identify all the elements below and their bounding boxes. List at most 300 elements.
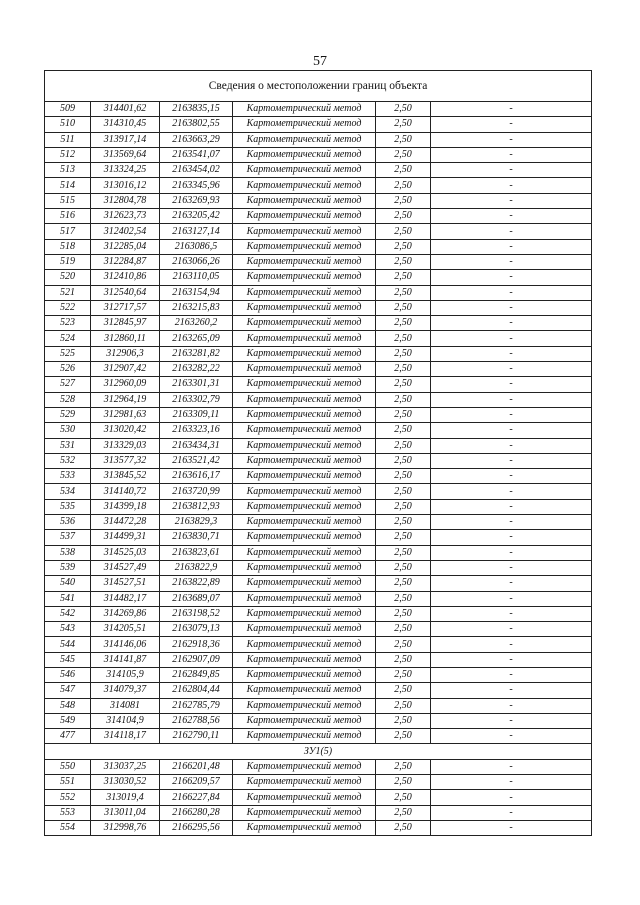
cell-point-number: 515 bbox=[45, 193, 91, 208]
cell-description: - bbox=[431, 346, 592, 361]
cell-point-number: 548 bbox=[45, 698, 91, 713]
cell-accuracy: 2,50 bbox=[376, 759, 431, 774]
table-row bbox=[45, 163, 592, 178]
cell-method: Картометрический метод bbox=[233, 209, 376, 224]
cell-point-number: 520 bbox=[45, 270, 91, 285]
table-title-row bbox=[45, 71, 592, 102]
cell-accuracy: 2,50 bbox=[376, 515, 431, 530]
cell-method: Картометрический метод bbox=[233, 239, 376, 254]
cell-point-number: 518 bbox=[45, 239, 91, 254]
cell-description: - bbox=[431, 224, 592, 239]
cell-coord-x: 312960,09 bbox=[91, 377, 160, 392]
cell-description: - bbox=[431, 667, 592, 682]
cell-coord-x: 312804,78 bbox=[91, 193, 160, 208]
cell-coord-y: 2163616,17 bbox=[160, 469, 233, 484]
cell-coord-y: 2163066,26 bbox=[160, 254, 233, 269]
cell-description: - bbox=[431, 790, 592, 805]
cell-coord-y: 2163309,11 bbox=[160, 407, 233, 422]
cell-description: - bbox=[431, 530, 592, 545]
cell-accuracy: 2,50 bbox=[376, 560, 431, 575]
cell-coord-y: 2163829,3 bbox=[160, 515, 233, 530]
cell-description: - bbox=[431, 316, 592, 331]
cell-point-number: 513 bbox=[45, 163, 91, 178]
cell-coord-y: 2163822,9 bbox=[160, 560, 233, 575]
cell-description: - bbox=[431, 820, 592, 835]
table-row bbox=[45, 683, 592, 698]
cell-coord-x: 312623,73 bbox=[91, 209, 160, 224]
cell-description: - bbox=[431, 300, 592, 315]
cell-method: Картометрический метод bbox=[233, 346, 376, 361]
cell-coord-y: 2163215,83 bbox=[160, 300, 233, 315]
cell-method: Картометрический метод bbox=[233, 270, 376, 285]
table-row bbox=[45, 805, 592, 820]
cell-accuracy: 2,50 bbox=[376, 652, 431, 667]
cell-point-number: 524 bbox=[45, 331, 91, 346]
cell-accuracy: 2,50 bbox=[376, 713, 431, 728]
cell-point-number: 534 bbox=[45, 484, 91, 499]
cell-point-number: 532 bbox=[45, 453, 91, 468]
cell-coord-y: 2163521,42 bbox=[160, 453, 233, 468]
cell-coord-x: 313016,12 bbox=[91, 178, 160, 193]
cell-accuracy: 2,50 bbox=[376, 102, 431, 117]
cell-description: - bbox=[431, 637, 592, 652]
cell-description: - bbox=[431, 775, 592, 790]
cell-coord-x: 314527,49 bbox=[91, 560, 160, 575]
cell-accuracy: 2,50 bbox=[376, 163, 431, 178]
cell-point-number: 516 bbox=[45, 209, 91, 224]
cell-point-number: 540 bbox=[45, 576, 91, 591]
cell-method: Картометрический метод bbox=[233, 178, 376, 193]
cell-coord-y: 2166280,28 bbox=[160, 805, 233, 820]
cell-point-number: 529 bbox=[45, 407, 91, 422]
cell-method: Картометрический метод bbox=[233, 698, 376, 713]
cell-accuracy: 2,50 bbox=[376, 331, 431, 346]
cell-point-number: 531 bbox=[45, 438, 91, 453]
cell-description: - bbox=[431, 362, 592, 377]
cell-accuracy: 2,50 bbox=[376, 300, 431, 315]
cell-description: - bbox=[431, 484, 592, 499]
cell-point-number: 510 bbox=[45, 117, 91, 132]
cell-method: Картометрический метод bbox=[233, 775, 376, 790]
table-row bbox=[45, 147, 592, 162]
cell-method: Картометрический метод bbox=[233, 102, 376, 117]
cell-accuracy: 2,50 bbox=[376, 346, 431, 361]
cell-coord-y: 2163812,93 bbox=[160, 499, 233, 514]
cell-coord-y: 2162790,11 bbox=[160, 729, 233, 744]
cell-coord-x: 313329,03 bbox=[91, 438, 160, 453]
cell-accuracy: 2,50 bbox=[376, 377, 431, 392]
cell-description: - bbox=[431, 193, 592, 208]
cell-coord-y: 2163269,93 bbox=[160, 193, 233, 208]
cell-point-number: 519 bbox=[45, 254, 91, 269]
cell-method: Картометрический метод bbox=[233, 438, 376, 453]
cell-point-number: 533 bbox=[45, 469, 91, 484]
cell-point-number: 552 bbox=[45, 790, 91, 805]
cell-point-number: 541 bbox=[45, 591, 91, 606]
cell-description: - bbox=[431, 515, 592, 530]
cell-coord-x: 314118,17 bbox=[91, 729, 160, 744]
table-row bbox=[45, 775, 592, 790]
cell-description: - bbox=[431, 239, 592, 254]
cell-accuracy: 2,50 bbox=[376, 193, 431, 208]
cell-method: Картометрический метод bbox=[233, 576, 376, 591]
cell-accuracy: 2,50 bbox=[376, 132, 431, 147]
cell-accuracy: 2,50 bbox=[376, 147, 431, 162]
cell-description: - bbox=[431, 132, 592, 147]
cell-coord-x: 312860,11 bbox=[91, 331, 160, 346]
cell-method: Картометрический метод bbox=[233, 193, 376, 208]
table-row bbox=[45, 667, 592, 682]
cell-coord-y: 2162918,36 bbox=[160, 637, 233, 652]
cell-coord-y: 2163198,52 bbox=[160, 606, 233, 621]
cell-description: - bbox=[431, 270, 592, 285]
table-row bbox=[45, 453, 592, 468]
cell-coord-x: 312906,3 bbox=[91, 346, 160, 361]
cell-point-number: 535 bbox=[45, 499, 91, 514]
cell-method: Картометрический метод bbox=[233, 637, 376, 652]
table-row bbox=[45, 102, 592, 117]
cell-description: - bbox=[431, 713, 592, 728]
cell-method: Картометрический метод bbox=[233, 499, 376, 514]
cell-method: Картометрический метод bbox=[233, 591, 376, 606]
cell-coord-y: 2163127,14 bbox=[160, 224, 233, 239]
cell-coord-x: 314399,18 bbox=[91, 499, 160, 514]
cell-method: Картометрический метод bbox=[233, 759, 376, 774]
table-row bbox=[45, 285, 592, 300]
cell-point-number: 554 bbox=[45, 820, 91, 835]
table-row bbox=[45, 193, 592, 208]
cell-method: Картометрический метод bbox=[233, 530, 376, 545]
table-row bbox=[45, 224, 592, 239]
cell-accuracy: 2,50 bbox=[376, 775, 431, 790]
table-row bbox=[45, 530, 592, 545]
cell-point-number: 546 bbox=[45, 667, 91, 682]
cell-method: Картометрический метод bbox=[233, 515, 376, 530]
cell-point-number: 539 bbox=[45, 560, 91, 575]
cell-accuracy: 2,50 bbox=[376, 453, 431, 468]
cell-coord-x: 314205,51 bbox=[91, 622, 160, 637]
cell-method: Картометрический метод bbox=[233, 377, 376, 392]
cell-coord-x: 314081 bbox=[91, 698, 160, 713]
cell-point-number: 521 bbox=[45, 285, 91, 300]
cell-accuracy: 2,50 bbox=[376, 805, 431, 820]
table-row bbox=[45, 132, 592, 147]
cell-coord-x: 312907,42 bbox=[91, 362, 160, 377]
cell-description: - bbox=[431, 469, 592, 484]
cell-point-number: 553 bbox=[45, 805, 91, 820]
cell-accuracy: 2,50 bbox=[376, 606, 431, 621]
cell-coord-x: 313845,52 bbox=[91, 469, 160, 484]
cell-coord-y: 2163345,96 bbox=[160, 178, 233, 193]
cell-coord-y: 2163434,31 bbox=[160, 438, 233, 453]
cell-coord-x: 312964,19 bbox=[91, 392, 160, 407]
table-row bbox=[45, 729, 592, 744]
cell-point-number: 551 bbox=[45, 775, 91, 790]
cell-accuracy: 2,50 bbox=[376, 576, 431, 591]
cell-method: Картометрический метод bbox=[233, 667, 376, 682]
cell-point-number: 545 bbox=[45, 652, 91, 667]
cell-method: Картометрический метод bbox=[233, 285, 376, 300]
cell-point-number: 517 bbox=[45, 224, 91, 239]
cell-accuracy: 2,50 bbox=[376, 484, 431, 499]
cell-method: Картометрический метод bbox=[233, 683, 376, 698]
cell-coord-x: 314105,9 bbox=[91, 667, 160, 682]
cell-coord-y: 2163301,31 bbox=[160, 377, 233, 392]
cell-coord-y: 2162785,79 bbox=[160, 698, 233, 713]
cell-method: Картометрический метод bbox=[233, 484, 376, 499]
cell-method: Картометрический метод bbox=[233, 453, 376, 468]
cell-accuracy: 2,50 bbox=[376, 224, 431, 239]
cell-coord-x: 313569,64 bbox=[91, 147, 160, 162]
cell-accuracy: 2,50 bbox=[376, 407, 431, 422]
cell-point-number: 512 bbox=[45, 147, 91, 162]
cell-coord-x: 312981,63 bbox=[91, 407, 160, 422]
cell-coord-y: 2163835,15 bbox=[160, 102, 233, 117]
cell-accuracy: 2,50 bbox=[376, 423, 431, 438]
cell-coord-y: 2163689,07 bbox=[160, 591, 233, 606]
cell-accuracy: 2,50 bbox=[376, 820, 431, 835]
cell-coord-x: 313030,52 bbox=[91, 775, 160, 790]
table-row bbox=[45, 499, 592, 514]
cell-point-number: 537 bbox=[45, 530, 91, 545]
cell-coord-x: 313324,25 bbox=[91, 163, 160, 178]
cell-point-number: 511 bbox=[45, 132, 91, 147]
cell-description: - bbox=[431, 407, 592, 422]
cell-coord-x: 312845,97 bbox=[91, 316, 160, 331]
cell-coord-x: 314401,62 bbox=[91, 102, 160, 117]
cell-point-number: 528 bbox=[45, 392, 91, 407]
cell-coord-y: 2163079,13 bbox=[160, 622, 233, 637]
cell-description: - bbox=[431, 331, 592, 346]
cell-description: - bbox=[431, 285, 592, 300]
cell-coord-y: 2162907,09 bbox=[160, 652, 233, 667]
table-row bbox=[45, 392, 592, 407]
cell-method: Картометрический метод bbox=[233, 729, 376, 744]
table-row bbox=[45, 362, 592, 377]
table-row bbox=[45, 438, 592, 453]
cell-coord-y: 2163265,09 bbox=[160, 331, 233, 346]
table-row bbox=[45, 270, 592, 285]
cell-coord-x: 314269,86 bbox=[91, 606, 160, 621]
cell-accuracy: 2,50 bbox=[376, 392, 431, 407]
cell-accuracy: 2,50 bbox=[376, 530, 431, 545]
cell-method: Картометрический метод bbox=[233, 224, 376, 239]
cell-description: - bbox=[431, 729, 592, 744]
cell-description: - bbox=[431, 698, 592, 713]
cell-description: - bbox=[431, 622, 592, 637]
cell-point-number: 547 bbox=[45, 683, 91, 698]
cell-accuracy: 2,50 bbox=[376, 362, 431, 377]
cell-coord-x: 313011,04 bbox=[91, 805, 160, 820]
cell-description: - bbox=[431, 576, 592, 591]
cell-coord-y: 2163541,07 bbox=[160, 147, 233, 162]
table-title: Сведения о местоположении границ объекта bbox=[45, 71, 592, 102]
cell-point-number: 514 bbox=[45, 178, 91, 193]
table-row bbox=[45, 820, 592, 835]
cell-description: - bbox=[431, 545, 592, 560]
cell-accuracy: 2,50 bbox=[376, 285, 431, 300]
cell-method: Картометрический метод bbox=[233, 117, 376, 132]
cell-point-number: 530 bbox=[45, 423, 91, 438]
cell-accuracy: 2,50 bbox=[376, 790, 431, 805]
table-row bbox=[45, 178, 592, 193]
cell-point-number: 536 bbox=[45, 515, 91, 530]
cell-description: - bbox=[431, 163, 592, 178]
cell-accuracy: 2,50 bbox=[376, 270, 431, 285]
table-row bbox=[45, 591, 592, 606]
cell-accuracy: 2,50 bbox=[376, 117, 431, 132]
cell-method: Картометрический метод bbox=[233, 163, 376, 178]
cell-description: - bbox=[431, 759, 592, 774]
section-label: ЗУ1(5) bbox=[45, 744, 592, 759]
cell-coord-x: 314310,45 bbox=[91, 117, 160, 132]
cell-coord-y: 2166209,57 bbox=[160, 775, 233, 790]
cell-accuracy: 2,50 bbox=[376, 637, 431, 652]
cell-method: Картометрический метод bbox=[233, 254, 376, 269]
cell-coord-x: 312284,87 bbox=[91, 254, 160, 269]
table-row bbox=[45, 545, 592, 560]
cell-accuracy: 2,50 bbox=[376, 683, 431, 698]
cell-method: Картометрический метод bbox=[233, 331, 376, 346]
cell-accuracy: 2,50 bbox=[376, 729, 431, 744]
table-row bbox=[45, 331, 592, 346]
cell-description: - bbox=[431, 147, 592, 162]
cell-coord-x: 312410,86 bbox=[91, 270, 160, 285]
cell-coord-x: 314079,37 bbox=[91, 683, 160, 698]
boundary-table-container bbox=[44, 70, 591, 836]
cell-method: Картометрический метод bbox=[233, 469, 376, 484]
cell-coord-x: 314472,28 bbox=[91, 515, 160, 530]
cell-coord-x: 313019,4 bbox=[91, 790, 160, 805]
cell-point-number: 527 bbox=[45, 377, 91, 392]
table-row bbox=[45, 713, 592, 728]
cell-coord-y: 2163205,42 bbox=[160, 209, 233, 224]
cell-coord-x: 314140,72 bbox=[91, 484, 160, 499]
table-row bbox=[45, 423, 592, 438]
table-row bbox=[45, 560, 592, 575]
cell-method: Картометрический метод bbox=[233, 316, 376, 331]
cell-coord-y: 2163282,22 bbox=[160, 362, 233, 377]
cell-description: - bbox=[431, 178, 592, 193]
cell-method: Картометрический метод bbox=[233, 300, 376, 315]
cell-point-number: 549 bbox=[45, 713, 91, 728]
cell-coord-y: 2163086,5 bbox=[160, 239, 233, 254]
cell-method: Картометрический метод bbox=[233, 362, 376, 377]
cell-method: Картометрический метод bbox=[233, 606, 376, 621]
page-number: 57 bbox=[313, 54, 327, 69]
cell-coord-y: 2163260,2 bbox=[160, 316, 233, 331]
cell-point-number: 550 bbox=[45, 759, 91, 774]
cell-method: Картометрический метод bbox=[233, 392, 376, 407]
cell-description: - bbox=[431, 683, 592, 698]
table-row bbox=[45, 346, 592, 361]
table-row bbox=[45, 622, 592, 637]
table-row bbox=[45, 576, 592, 591]
cell-method: Картометрический метод bbox=[233, 132, 376, 147]
cell-coord-y: 2163110,05 bbox=[160, 270, 233, 285]
cell-coord-x: 314527,51 bbox=[91, 576, 160, 591]
cell-point-number: 526 bbox=[45, 362, 91, 377]
cell-coord-x: 314141,87 bbox=[91, 652, 160, 667]
cell-method: Картометрический метод bbox=[233, 407, 376, 422]
cell-accuracy: 2,50 bbox=[376, 438, 431, 453]
cell-coord-x: 314104,9 bbox=[91, 713, 160, 728]
cell-accuracy: 2,50 bbox=[376, 667, 431, 682]
cell-coord-y: 2163154,94 bbox=[160, 285, 233, 300]
cell-coord-y: 2163302,79 bbox=[160, 392, 233, 407]
cell-coord-x: 313020,42 bbox=[91, 423, 160, 438]
table-row bbox=[45, 316, 592, 331]
cell-description: - bbox=[431, 438, 592, 453]
cell-accuracy: 2,50 bbox=[376, 698, 431, 713]
cell-description: - bbox=[431, 591, 592, 606]
cell-accuracy: 2,50 bbox=[376, 254, 431, 269]
cell-coord-x: 313577,32 bbox=[91, 453, 160, 468]
cell-method: Картометрический метод bbox=[233, 790, 376, 805]
cell-point-number: 509 bbox=[45, 102, 91, 117]
cell-description: - bbox=[431, 606, 592, 621]
cell-coord-y: 2166201,48 bbox=[160, 759, 233, 774]
cell-method: Картометрический метод bbox=[233, 652, 376, 667]
cell-coord-y: 2162849,85 bbox=[160, 667, 233, 682]
cell-description: - bbox=[431, 805, 592, 820]
cell-method: Картометрический метод bbox=[233, 622, 376, 637]
cell-accuracy: 2,50 bbox=[376, 209, 431, 224]
cell-coord-y: 2163822,89 bbox=[160, 576, 233, 591]
cell-point-number: 477 bbox=[45, 729, 91, 744]
table-row bbox=[45, 377, 592, 392]
cell-method: Картометрический метод bbox=[233, 713, 376, 728]
cell-coord-y: 2163663,29 bbox=[160, 132, 233, 147]
table-row bbox=[45, 637, 592, 652]
cell-description: - bbox=[431, 499, 592, 514]
table-row bbox=[45, 652, 592, 667]
cell-point-number: 544 bbox=[45, 637, 91, 652]
cell-coord-x: 312998,76 bbox=[91, 820, 160, 835]
cell-coord-y: 2166227,84 bbox=[160, 790, 233, 805]
table-row bbox=[45, 759, 592, 774]
cell-accuracy: 2,50 bbox=[376, 591, 431, 606]
cell-method: Картометрический метод bbox=[233, 423, 376, 438]
cell-coord-y: 2163802,55 bbox=[160, 117, 233, 132]
cell-coord-y: 2162804,44 bbox=[160, 683, 233, 698]
cell-point-number: 543 bbox=[45, 622, 91, 637]
cell-method: Картометрический метод bbox=[233, 805, 376, 820]
cell-coord-y: 2163454,02 bbox=[160, 163, 233, 178]
cell-coord-y: 2163281,82 bbox=[160, 346, 233, 361]
cell-coord-y: 2163720,99 bbox=[160, 484, 233, 499]
cell-coord-y: 2163323,16 bbox=[160, 423, 233, 438]
cell-method: Картометрический метод bbox=[233, 560, 376, 575]
cell-description: - bbox=[431, 560, 592, 575]
cell-point-number: 522 bbox=[45, 300, 91, 315]
table-row bbox=[45, 698, 592, 713]
table-row bbox=[45, 300, 592, 315]
cell-coord-y: 2166295,56 bbox=[160, 820, 233, 835]
cell-coord-x: 314525,03 bbox=[91, 545, 160, 560]
table-row bbox=[45, 117, 592, 132]
cell-point-number: 542 bbox=[45, 606, 91, 621]
section-row bbox=[45, 744, 592, 759]
cell-coord-x: 313917,14 bbox=[91, 132, 160, 147]
cell-method: Картометрический метод bbox=[233, 545, 376, 560]
table-row bbox=[45, 239, 592, 254]
table-row bbox=[45, 469, 592, 484]
cell-accuracy: 2,50 bbox=[376, 469, 431, 484]
cell-accuracy: 2,50 bbox=[376, 239, 431, 254]
table-row bbox=[45, 209, 592, 224]
cell-description: - bbox=[431, 392, 592, 407]
